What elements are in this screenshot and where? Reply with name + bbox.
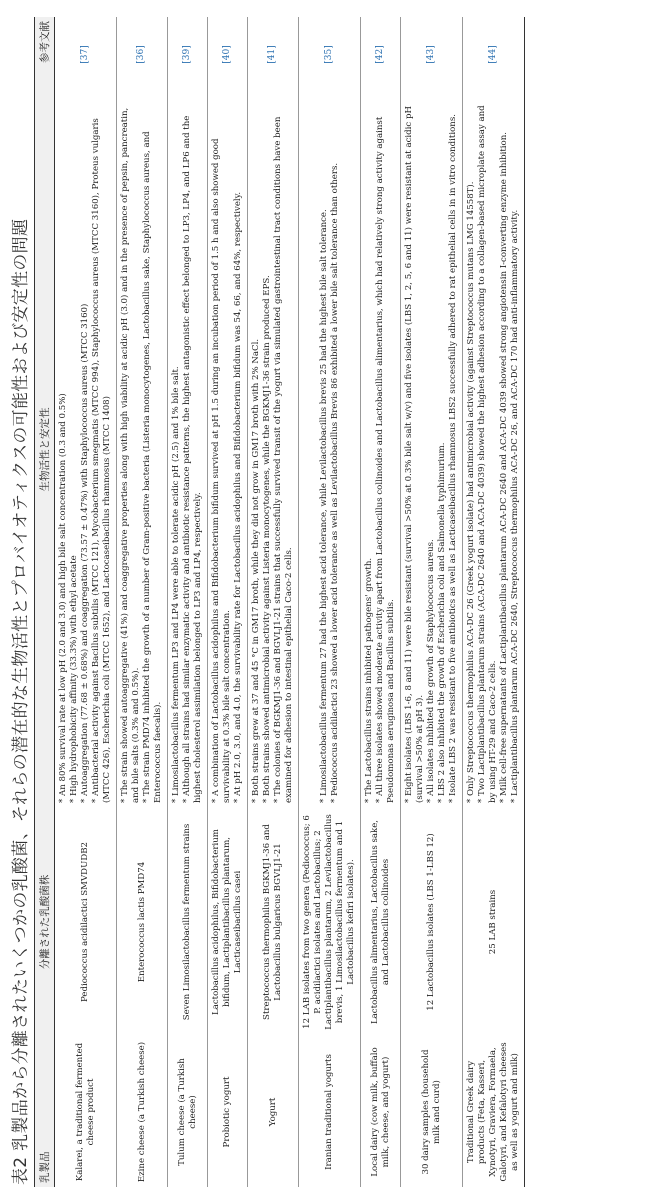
bioactivity-results-cell xyxy=(248,92,299,807)
header-product: 乳製品 xyxy=(35,1037,55,1187)
reference-link[interactable]: [43] xyxy=(401,17,463,92)
result-item: * Autoaggregation (77.68 ± 0.68%) and coaggregation (73.57 ± 0.47%) with Staphylococcus aureus (MTCC 3160) xyxy=(80,303,90,803)
dairy-product-cell: Local dairy (cow milk, buffalo milk, cheese, and yogurt) xyxy=(361,1037,401,1187)
bioactivity-results-cell xyxy=(299,92,361,807)
isolated-strains-cell: 12 Lactobacillus isolates (LBS 1-LBS 12) xyxy=(401,807,463,1037)
dairy-product-cell: Iranian traditional yogurts xyxy=(299,1037,361,1187)
reference-link[interactable]: [44] xyxy=(463,17,525,92)
bioactivity-results-cell xyxy=(208,92,248,807)
result-item: * LBS 2 also inhibited the growth of Escherichia coli and Salmonella typhimurium. xyxy=(437,442,447,803)
bioactivity-results-cell xyxy=(168,92,208,807)
dairy-product-cell: Tulum cheese (a Turkish cheese) xyxy=(168,1037,208,1187)
lab-strains-table xyxy=(34,17,525,1187)
header-ref: 参考文献 xyxy=(35,17,55,92)
table-row xyxy=(401,17,463,1187)
result-item: * Eight isolates (LBS 1-6, 8 and 11) were bile resistant (survival >50% at 0.3% bile salt w/v) and five isolates (LBS 1, 2, 5, 6 and 11) were resistant at acidic pH (survival >50% at pH 3). xyxy=(404,106,425,803)
result-item: * High hydrophobicity affinity (33.3%) with ethyl acetate xyxy=(69,555,79,803)
header-strains: 分離された乳酸菌株 xyxy=(35,807,55,1037)
reference-link[interactable]: [42] xyxy=(361,17,401,92)
isolated-strains-cell: Pediococcus acidilactici SMVDUDB2 xyxy=(55,807,117,1037)
table-row xyxy=(168,17,208,1187)
bioactivity-results-cell xyxy=(401,92,463,807)
table-header xyxy=(35,17,55,1187)
bioactivity-results-cell xyxy=(463,92,525,807)
result-item: * Limosilactobacillus fermentum 27 had the highest acid tolerance, while Levilactobacillus brevis 25 had the highest bile salt tolerance. xyxy=(318,209,329,803)
result-item: * The colonies of BGKMJ1-36 and BGVLJ1-21 strains that successfully survived transit of the yogurt via simulated gastrointestinal tract conditions have been examined for adhesion to intestinal epithelial Caco-2 cells. xyxy=(273,116,294,803)
result-item: * Both strains showed antimicrobial activity against Listeria monocytogenes, while the BGKMJ1-36 strain produced EPS. xyxy=(262,275,272,803)
dairy-product-cell: 30 dairy samples (household milk and curd) xyxy=(401,1037,463,1187)
bioactivity-results-cell xyxy=(117,92,168,807)
result-item: * An 80% survival rate at low pH (2.0 and 3.0) and high bile salt concentration (0.3 and 0.5%) xyxy=(58,393,68,803)
bioactivity-results-cell xyxy=(361,92,401,807)
bioactivity-results-cell xyxy=(55,92,117,807)
dairy-product-cell: Yogurt xyxy=(248,1037,299,1187)
isolated-strains-cell: Lactobacillus alimentarius, Lactobacillus sake, and Lactobacillus collinoides xyxy=(361,807,401,1037)
dairy-product-cell: Probiotic yogurt xyxy=(208,1037,248,1187)
result-item: * All three isolates showed moderate activity apart from Lactobacillus collinoides and Lactobacillus alimentarius, which had relatively strong activity against Pseudomonas aeruginosa and Bacillus subtilis. xyxy=(375,116,396,803)
header-row xyxy=(35,17,55,1187)
result-item: * Pediococcus acidilactici 23 showed a lower acid tolerance as well as Levilactobacillus Brevis 86 exhibited a lower bile salt tolerance than others. xyxy=(329,162,340,803)
reference-link[interactable]: [41] xyxy=(248,17,299,92)
result-item: * A combination of Lactobacillus acidophilus and Bifidobacterium bifidum survived at pH 1.5 during an incubation period of 1.5 h and also showed good survivability at 0.3% bile salt concentration. xyxy=(211,138,232,803)
result-item: * Milk cell-free supernatants of Lactiplantibacillus plantarum ACA-DC 2640 and ACA-DC 4039 showed strong angiotensin I-converting enzyme inhibition. xyxy=(499,132,509,803)
table-row xyxy=(463,17,525,1187)
dairy-product-cell: Ezine cheese (a Turkish cheese) xyxy=(117,1037,168,1187)
reference-link[interactable]: [35] xyxy=(299,17,361,92)
result-item: * At pH 2.0, 3.0, and 4.0, the survivability rate for Lactobacillus acidophilus and Bifidobacterium bifidum was 54, 66, and 64%, respectively. xyxy=(233,191,243,803)
reference-link[interactable]: [37] xyxy=(55,17,117,92)
isolated-strains-cell: Streptococcus thermophilus BGKMJ1-36 and Lactobacillus bulgaricus BGVLJ1-21 xyxy=(248,807,299,1037)
table-row xyxy=(117,17,168,1187)
isolated-strains-cell: 25 LAB strains xyxy=(463,807,525,1037)
result-item: * Limosilactobacillus fermentum LP3 and LP4 were able to tolerate acidic pH (2.5) and 1% bile salt. xyxy=(171,366,181,803)
table-row xyxy=(361,17,401,1187)
dairy-product-cell: Kalarei, a traditional fermented cheese product xyxy=(55,1037,117,1187)
table-row xyxy=(208,17,248,1187)
table-row xyxy=(299,17,361,1187)
isolated-strains-cell: Seven Limosilactobacillus fermentum strains xyxy=(168,807,208,1037)
result-item: * The Lactobacillus strains inhibited pathogens' growth. xyxy=(364,557,374,803)
table-title: 表2 乳製品から分離されたいくつかの乳酸菌、それらの潜在的な生物活性とプロバイオティクスの可能性および安定性の問題 xyxy=(11,218,31,1185)
header-results: 生物活性と安定性 xyxy=(35,92,55,807)
table-row xyxy=(248,17,299,1187)
result-item: * Antibacterial activity against Bacillus subtilis (MTCC 121), Mycobacterium smegmatis (MTCC 994), Staphylococcus aureus (MTCC 3160), Proteus vulgaris (MTCC 426), Escherichia coli (MTCC 1652), and Lactocaseibacillus rhamnosus (MTCC 1408) xyxy=(91,118,112,803)
reference-link[interactable]: [36] xyxy=(117,17,168,92)
reference-link[interactable]: [39] xyxy=(168,17,208,92)
result-item: * The strain showed autoaggregative (41%) and coaggregative properties along with high viability at acidic pH (3.0) and in the presence of pepsin, pancreatin, and bile salts (0.3% and 0.5%). xyxy=(120,107,141,803)
result-item: * All isolates inhibited the growth of Staphylococcus aureus. xyxy=(426,539,436,803)
isolated-strains-cell: Lactobacillus acidophilus, Bifidobacterium bifidum, Lactiplantibacillus plantarum, Lacticaseibacillus casei xyxy=(208,807,248,1037)
result-item: * Lactiplantibacillus plantarum ACA-DC 2640, Streptococcus thermophilus ACA-DC 26, and ACA-DC 170 had anti-inflammatory activity. xyxy=(510,209,520,803)
dairy-product-cell: Traditional Greek dairy products (Feta, Kasseri, Xynotyri, Graviera, Formaela, Galotyri, and Kefalotyri cheeses as well as yogurt and milk) xyxy=(463,1037,525,1187)
result-item: * The strain PMD74 inhibited the growth of a number of Gram-positive bacteria (Listeria monocytogenes, Lactobacillus sake, Staphylococcus aureus, and Enterococcus faecalis). xyxy=(142,131,163,803)
result-item: * Two Lactiplantibacillus plantarum strains (ACA-DC 2640 and ACA-DC 4039) showed the highest adhesion according to a collagen-based microplate assay and by using HT-29 and Caco-2 cells. xyxy=(477,105,498,803)
result-item: * Both strains grew at 37 and 45 °C in GM17 broth, while they did not grow in GM17 broth with 2% NaCl. xyxy=(251,338,261,803)
result-item: * Only Streptococcus thermophilus ACA-DC 26 (Greek yogurt isolate) had antimicrobial activity (against Streptococcus mutans LMG 14558T). xyxy=(466,181,476,803)
table-row xyxy=(55,17,117,1187)
isolated-strains-cell: Enterococcus lactis PMD74 xyxy=(117,807,168,1037)
result-item: * Isolate LBS 2 was resistant to five antibiotics as well as Lacticaseibacillus rhamnosus LBS2 successfully adhered to rat epithelial cells in in vitro conditions. xyxy=(448,114,458,803)
table-body xyxy=(55,17,525,1187)
reference-link[interactable]: [40] xyxy=(208,17,248,92)
result-item: * Although all strains had similar enzymatic activity and antibiotic resistance patterns, the highest antagonistic effect belonged to LP3, LP4, and LP6 and the highest cholesterol assimilation belonged to LP3 and LP4, respectively. xyxy=(182,115,203,803)
isolated-strains-cell: 12 LAB isolates from two genera (Pediococcus; 6 P. acidilactici isolates and Lactobacillus; 2 Lactiplantibacillus plantarum, 2 Levilactobacillus brevis, 1 Limosilactobacillus fermentum and 1 Lactobacillus kefiri isolates). xyxy=(299,807,361,1037)
